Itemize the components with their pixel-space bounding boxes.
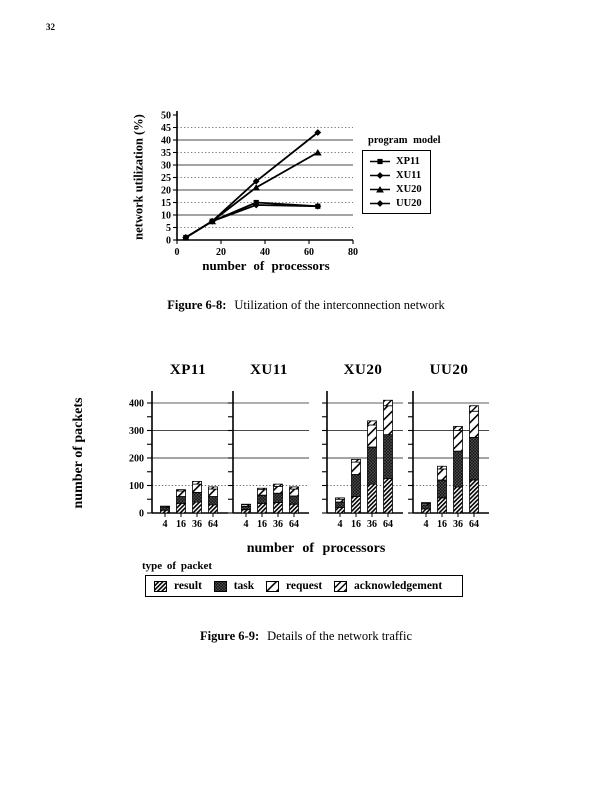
diamond-marker-icon — [369, 199, 391, 208]
bar-UU20-64-request — [470, 411, 479, 437]
bar-XU20-4-request — [336, 499, 345, 502]
bar-UU20-36-task — [454, 451, 463, 487]
y-tick-label: 20 — [161, 185, 171, 197]
bar-XU11-4-acknowledgement — [242, 504, 251, 505]
x-tick-label: 64 — [383, 519, 393, 530]
x-tick-label: 4 — [162, 519, 168, 530]
page-number: 32 — [46, 22, 55, 32]
figure-6-8-caption — [0, 298, 612, 313]
square-marker-icon — [369, 157, 391, 166]
bar-XP11-16-task — [177, 497, 186, 504]
triangle-marker-icon — [369, 185, 391, 194]
legend-title: program model — [368, 135, 441, 146]
x-tick-label: 60 — [304, 247, 314, 258]
y-tick-label: 5 — [166, 222, 171, 234]
y-tick-label: 15 — [161, 197, 171, 209]
bar-UU20-4-task — [422, 505, 431, 509]
figure-6-9-caption-text: Details of the network traffic — [267, 629, 412, 643]
result-pattern-swatch-icon — [154, 581, 167, 592]
bar-XU20-36-task — [368, 447, 377, 484]
bar-XU11-36-acknowledgement — [274, 484, 283, 486]
x-tick-label: 16 — [351, 519, 361, 530]
legend-label-XP11: XP11 — [396, 155, 420, 167]
bar-UU20-4-acknowledgement — [422, 503, 431, 504]
bar-XU11-16-acknowledgement — [258, 488, 267, 489]
y-tick-label: 300 — [129, 426, 144, 437]
panel-title-UU20: UU20 — [429, 362, 469, 378]
bar-XP11-64-task — [209, 497, 218, 505]
bar-XU11-4-task — [242, 506, 251, 509]
y-tick-label: 0 — [139, 508, 144, 520]
packet-legend-item-acknowledgement — [334, 580, 454, 592]
packet-legend-label-request: request — [285, 580, 323, 592]
legend-marker-UU20 — [377, 200, 384, 207]
bar-UU20-36-result — [454, 487, 463, 513]
x-tick-label: 16 — [437, 519, 447, 530]
bar-XU20-4-result — [336, 508, 345, 514]
figure-6-9-caption — [0, 629, 612, 644]
bar-XP11-16-result — [177, 503, 186, 513]
x-tick-label: 36 — [273, 519, 283, 530]
y-tick-label: 100 — [129, 481, 144, 492]
legend-row-XU11 — [369, 168, 422, 182]
x-tick-label: 0 — [174, 247, 180, 258]
packet-legend-label-result: result — [174, 580, 202, 592]
line-chart-y-axis-label: network utilization (%) — [131, 114, 146, 240]
bar-XU11-16-task — [258, 495, 267, 503]
packet-legend-item-request — [266, 580, 334, 592]
bar-XU20-16-task — [352, 475, 361, 497]
y-tick-label: 40 — [161, 135, 171, 147]
bar-XU11-36-task — [274, 493, 283, 502]
y-tick-label: 25 — [161, 172, 171, 184]
packet-legend-label-acknowledgement: acknowledgement — [354, 580, 443, 592]
bar-chart-x-axis-label: number of processors — [246, 541, 386, 556]
legend-label-XU20: XU20 — [396, 183, 422, 195]
legend-box — [362, 150, 431, 214]
bar-XP11-36-request — [193, 484, 202, 492]
task-pattern-swatch-icon — [214, 581, 227, 592]
legend-marker-XP11 — [377, 158, 382, 163]
bar-XU20-16-request — [352, 462, 361, 474]
panel-title-XU20: XU20 — [343, 362, 383, 378]
bar-XU20-36-acknowledgement — [368, 421, 377, 425]
bar-XU20-64-task — [384, 435, 393, 479]
bar-XU20-4-acknowledgement — [336, 498, 345, 499]
bar-XU20-16-result — [352, 497, 361, 514]
y-tick-label: 0 — [166, 235, 171, 247]
bar-XU11-16-request — [258, 490, 267, 496]
figure-6-8-label: Figure 6-8: — [167, 298, 227, 312]
bar-XU20-36-result — [368, 484, 377, 513]
x-tick-label: 64 — [469, 519, 479, 530]
bar-XU20-64-result — [384, 479, 393, 513]
bar-XP11-36-task — [193, 492, 202, 502]
series-line-XU11 — [186, 205, 318, 238]
legend-row-UU20 — [369, 196, 422, 210]
bar-XU20-16-acknowledgement — [352, 459, 361, 462]
bar-XP11-4-result — [161, 510, 170, 513]
y-tick-label: 50 — [161, 110, 171, 122]
y-tick-label: 200 — [129, 453, 144, 465]
bar-XP11-64-result — [209, 505, 218, 513]
line-chart — [118, 100, 388, 278]
bar-UU20-16-request — [438, 469, 447, 480]
bar-UU20-64-task — [470, 437, 479, 480]
x-tick-label: 4 — [423, 519, 429, 530]
bar-XU11-4-result — [242, 510, 251, 513]
bar-UU20-36-request — [454, 431, 463, 452]
bar-XP11-4-task — [161, 508, 170, 511]
y-tick-label: 10 — [161, 210, 171, 222]
bar-XU11-64-request — [290, 489, 299, 496]
bar-UU20-16-result — [438, 498, 447, 513]
bar-XU11-64-acknowledgement — [290, 487, 299, 489]
packet-legend-title: type of packet — [142, 560, 212, 572]
packet-legend-item-task — [214, 580, 266, 592]
y-tick-label: 45 — [161, 122, 171, 134]
packet-legend-box — [145, 575, 463, 597]
bar-UU20-36-acknowledgement — [454, 426, 463, 430]
bar-chart-y-axis-label: number of packets — [71, 397, 86, 509]
figure-6-9-label: Figure 6-9: — [200, 629, 260, 643]
legend-row-XP11 — [369, 154, 422, 168]
program-model-legend — [362, 135, 441, 214]
x-tick-label: 64 — [289, 519, 299, 530]
legend-label-XU11: XU11 — [396, 169, 422, 181]
x-tick-label: 4 — [337, 519, 343, 530]
y-tick-label: 30 — [161, 160, 171, 172]
series-line-XP11 — [186, 203, 318, 238]
x-tick-label: 36 — [453, 519, 463, 530]
bar-chart — [90, 356, 514, 536]
bar-XP11-36-acknowledgement — [193, 481, 202, 484]
bar-UU20-4-result — [422, 509, 431, 513]
request-pattern-swatch-icon — [266, 581, 279, 592]
y-tick-label: 35 — [161, 147, 171, 159]
x-tick-label: 40 — [260, 247, 270, 258]
x-tick-label: 64 — [208, 519, 218, 530]
bar-XU20-36-request — [368, 425, 377, 447]
bar-XU20-4-task — [336, 502, 345, 508]
bar-XP11-64-request — [209, 489, 218, 496]
panel-title-XP11: XP11 — [169, 362, 207, 378]
acknowledgement-pattern-swatch-icon — [334, 581, 347, 592]
legend-row-XU20 — [369, 182, 422, 196]
figure-6-8-caption-text: Utilization of the interconnection network — [234, 298, 445, 312]
bar-XU11-36-result — [274, 503, 283, 513]
panel-title-XU11: XU11 — [250, 362, 288, 378]
bar-XU20-64-acknowledgement — [384, 400, 393, 406]
x-tick-label: 4 — [243, 519, 249, 530]
bar-XP11-64-acknowledgement — [209, 487, 218, 489]
x-tick-label: 20 — [216, 247, 226, 258]
bar-UU20-64-result — [470, 480, 479, 513]
diamond-marker-icon — [369, 171, 391, 180]
x-tick-label: 36 — [367, 519, 377, 530]
y-tick-label: 400 — [129, 398, 144, 410]
x-tick-label: 36 — [192, 519, 202, 530]
bar-XP11-36-result — [193, 502, 202, 513]
bar-XU11-36-request — [274, 486, 283, 493]
legend-label-UU20: UU20 — [396, 197, 422, 209]
bar-XU11-16-result — [258, 503, 267, 513]
x-tick-label: 16 — [176, 519, 186, 530]
legend-marker-XU11 — [377, 172, 384, 179]
series-line-UU20 — [186, 133, 318, 238]
x-tick-label: 80 — [348, 247, 358, 258]
bar-UU20-16-task — [438, 480, 447, 498]
bar-XU20-64-request — [384, 406, 393, 435]
bar-XU11-64-result — [290, 504, 299, 513]
bar-UU20-16-acknowledgement — [438, 466, 447, 469]
packet-legend-item-result — [154, 580, 214, 592]
bar-XP11-16-request — [177, 491, 186, 497]
axes — [177, 111, 353, 240]
bar-UU20-64-acknowledgement — [470, 406, 479, 412]
bar-XU11-64-task — [290, 496, 299, 504]
packet-legend-label-task: task — [233, 580, 255, 592]
line-chart-x-axis-label: number of processors — [202, 258, 330, 273]
bar-XP11-16-acknowledgement — [177, 490, 186, 491]
x-tick-label: 16 — [257, 519, 267, 530]
